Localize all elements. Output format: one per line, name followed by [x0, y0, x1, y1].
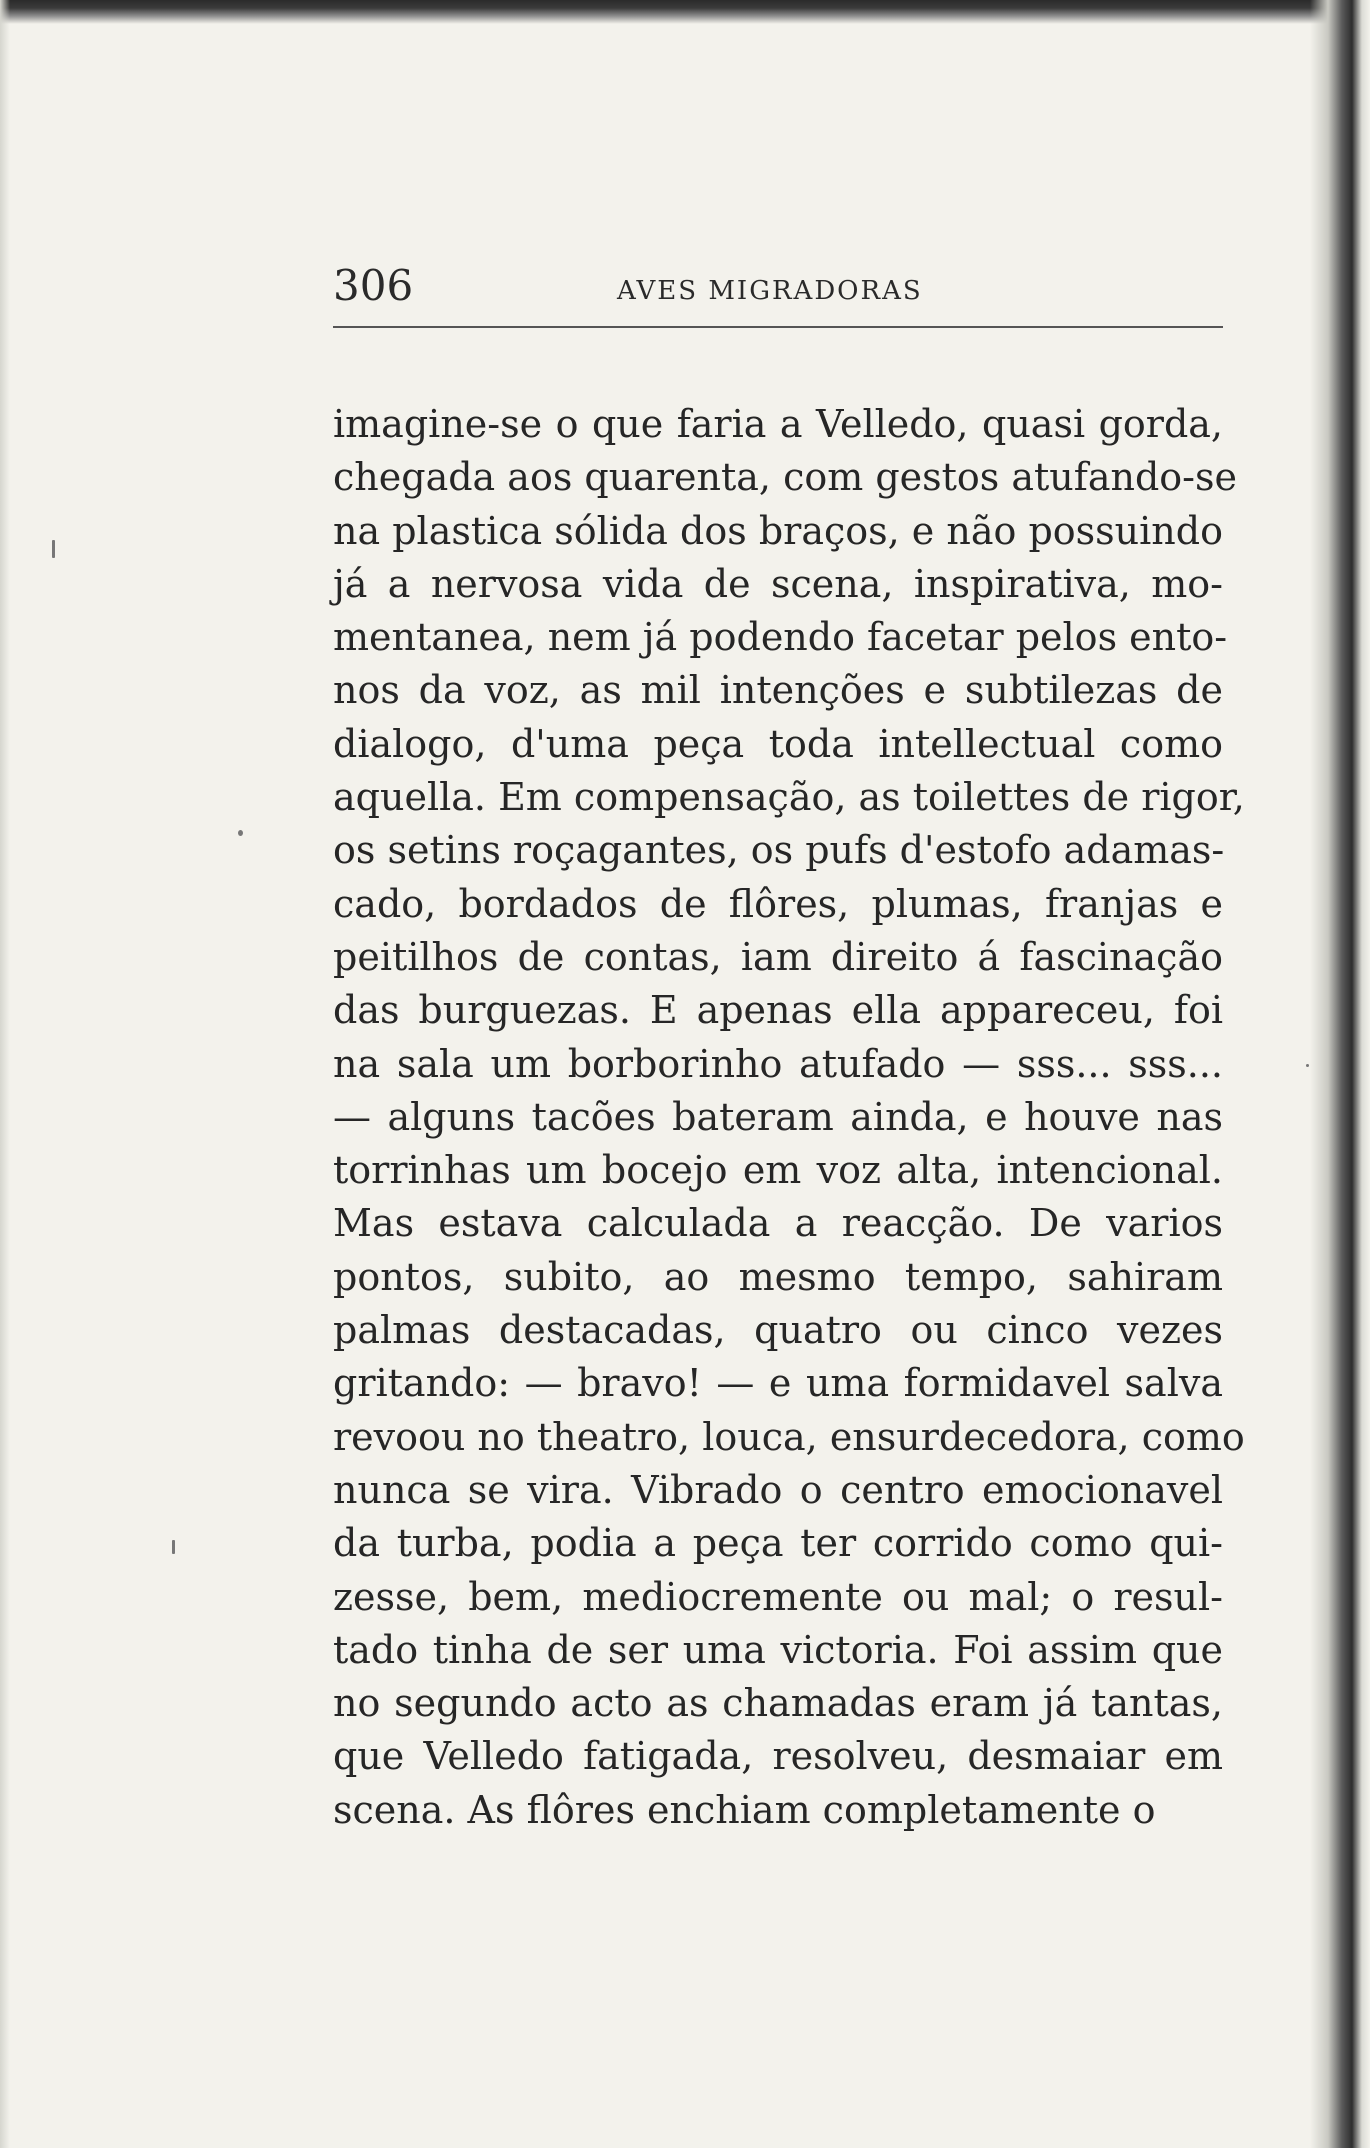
text-line: mentanea, nem já podendo facetar pelos ento- — [333, 615, 1228, 660]
scan-speck — [1306, 1064, 1309, 1067]
text-line: — alguns tacões bateram ainda, e houve nas — [333, 1094, 1223, 1139]
text-line: que Velledo fatigada, resolveu, desmaiar em — [333, 1734, 1223, 1779]
text-line: cado, bordados de flôres, plumas, franjas e — [333, 881, 1223, 926]
page-header — [333, 262, 1223, 322]
text-line: scena. As flôres enchiam completamente o — [333, 1787, 1156, 1832]
text-line: das burguezas. E apenas ella appareceu, foi — [333, 988, 1223, 1033]
text-line: torrinhas um bocejo em voz alta, intencional. — [333, 1148, 1223, 1193]
text-line: zesse, bem, mediocremente ou mal; o resul- — [333, 1574, 1223, 1619]
text-line: nos da voz, as mil intenções e subtilezas de — [333, 668, 1223, 713]
scan-speck — [238, 830, 243, 836]
text-line: na plastica sólida dos braços, e não possuindo — [333, 508, 1223, 553]
scan-top-edge — [0, 0, 1370, 24]
text-line: tado tinha de ser uma victoria. Foi assim que — [333, 1627, 1223, 1672]
text-line: da turba, podia a peça ter corrido como qui- — [333, 1521, 1223, 1566]
text-line: já a nervosa vida de scena, inspirativa, mo- — [333, 561, 1223, 606]
scan-speck — [52, 540, 55, 558]
text-line: Mas estava calculada a reacção. De varios — [333, 1201, 1223, 1246]
scan-left-edge — [0, 0, 10, 2148]
scan-speck — [172, 1540, 175, 1554]
text-line: gritando: — bravo! — e uma formidavel salva — [333, 1361, 1223, 1406]
running-title: AVES MIGRADORAS — [617, 276, 923, 306]
text-line: na sala um borborinho atufado — sss... sss... — [333, 1041, 1223, 1086]
text-line: palmas destacadas, quatro ou cinco vezes — [333, 1308, 1223, 1353]
text-line: no segundo acto as chamadas eram já tantas, — [333, 1681, 1223, 1726]
text-line: aquella. Em compensação, as toilettes de rigor, — [333, 775, 1245, 820]
text-line: chegada aos quarenta, com gestos atufando-se — [333, 455, 1238, 500]
text-line: nunca se vira. Vibrado o centro emocionavel — [333, 1467, 1223, 1512]
text-line: pontos, subito, ao mesmo tempo, sahiram — [333, 1254, 1223, 1299]
body-text — [333, 398, 1245, 1837]
text-line: dialogo, d'uma peça toda intellectual como — [333, 721, 1223, 766]
text-line: imagine-se o que faria a Velledo, quasi gorda, — [333, 402, 1223, 446]
text-line: os setins roçagantes, os pufs d'estofo adamas- — [333, 828, 1225, 873]
scan-right-edge — [1310, 0, 1370, 2148]
text-line: revoou no theatro, louca, ensurdecedora, como — [333, 1414, 1245, 1459]
page-number: 306 — [333, 261, 414, 310]
header-rule — [333, 326, 1223, 328]
text-line: peitilhos de contas, iam direito á fascinação — [333, 934, 1223, 979]
